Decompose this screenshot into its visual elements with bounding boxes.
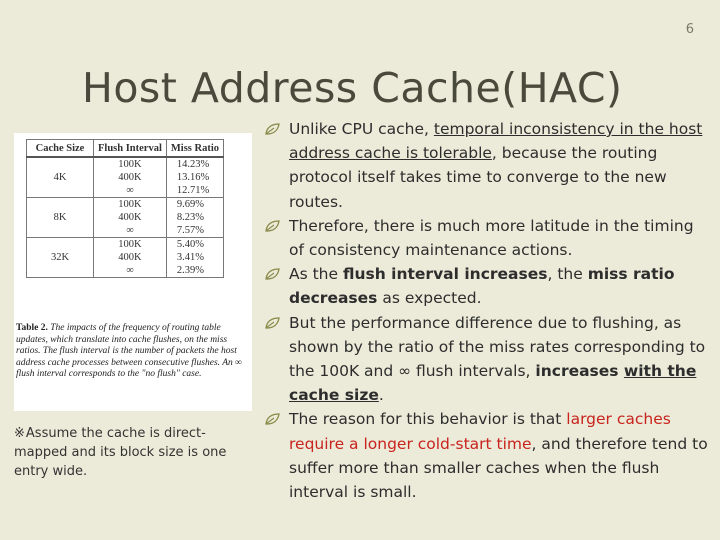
bullet-text-segment: . (378, 386, 384, 405)
bullet-text-segment: increases (535, 362, 624, 381)
table-row (27, 157, 224, 171)
cache-size-cell: 8K (27, 198, 94, 238)
caption-text: The impacts of the frequency of routing table updates, which translate into cache flushes, on the miss ratios. The flush interval is the number of packets the host address cache processes between consecutive flushes. An ∞ flush interval corresponds to the "no flush" case. (16, 323, 242, 379)
cache-size-cell: 4K (27, 157, 94, 198)
table-header-cell: Flush Interval (94, 140, 167, 158)
cache-size-cell: 32K (27, 238, 94, 278)
miss-ratio-cell: 9.69% (166, 198, 223, 212)
bullet-text-segment: Unlike CPU cache, (289, 120, 434, 138)
bullet-list (262, 117, 708, 504)
miss-ratio-cell: 12.71% (166, 184, 223, 198)
bullet-text-segment: miss ratio decreases (289, 265, 675, 308)
miss-ratio-cell: 8.23% (166, 211, 223, 224)
bullet-text-segment: with the cache size (289, 362, 697, 405)
bullet-item (262, 117, 708, 214)
bullet-text-segment: , the (547, 265, 588, 284)
bullet-text-segment: But the performance difference due to flushing, as shown by the ratio of the miss rates corresponding to the 100K and ∞ flush intervals, (289, 313, 706, 381)
flush-interval-cell: ∞ (94, 224, 167, 238)
table-body (27, 157, 224, 278)
bullet-text-segment: larger caches require a longer cold-start time (289, 410, 671, 453)
flush-interval-cell: 100K (94, 157, 167, 171)
flush-interval-cell: ∞ (94, 184, 167, 198)
miss-ratio-cell: 5.40% (166, 238, 223, 252)
leaf-bullet-icon (265, 317, 280, 329)
reference-mark: ※ (14, 426, 25, 441)
table-row (27, 198, 224, 212)
bullet-item (262, 311, 708, 408)
page-number: 6 (685, 22, 694, 37)
bullet-text-segment: The reason for this behavior is that (289, 410, 567, 429)
flush-interval-cell: 400K (94, 211, 167, 224)
table-header-row (27, 140, 224, 158)
miss-ratio-cell: 3.41% (166, 251, 223, 264)
table-header-cell: Cache Size (27, 140, 94, 158)
leaf-bullet-icon (265, 220, 280, 232)
bullet-text-segment: As the (289, 265, 343, 284)
table-header-cell: Miss Ratio (166, 140, 223, 158)
slide-title: Host Address Cache(HAC) (82, 64, 623, 112)
bullet-text-segment: flush interval increases (342, 265, 548, 284)
bullet-item (262, 407, 708, 504)
miss-ratio-table (26, 139, 224, 278)
flush-interval-cell: 100K (94, 238, 167, 252)
flush-interval-cell: 100K (94, 198, 167, 212)
bullet-text-segment: , because the routing protocol itself takes time to converge to the new routes. (289, 144, 667, 211)
caption-label: Table 2. (16, 323, 48, 333)
footnote (14, 424, 246, 481)
miss-ratio-cell: 14.23% (166, 157, 223, 171)
figure-table-image (14, 133, 252, 411)
miss-ratio-cell: 13.16% (166, 171, 223, 184)
miss-ratio-cell: 2.39% (166, 264, 223, 278)
bullet-text-segment: Therefore, there is much more latitude in the timing of consistency maintenance actions. (289, 216, 694, 260)
table-row (27, 238, 224, 252)
bullet-item (262, 214, 708, 262)
bullet-item (262, 262, 708, 310)
bullet-text-segment: as expected. (377, 289, 482, 308)
flush-interval-cell: 400K (94, 171, 167, 184)
flush-interval-cell: ∞ (94, 264, 167, 278)
leaf-bullet-icon (265, 413, 280, 425)
leaf-bullet-icon (265, 268, 280, 280)
footnote-text: Assume the cache is direct-mapped and its block size is one entry wide. (14, 426, 227, 479)
table-caption (16, 323, 252, 381)
leaf-bullet-icon (265, 123, 280, 135)
miss-ratio-cell: 7.57% (166, 224, 223, 238)
flush-interval-cell: 400K (94, 251, 167, 264)
bullet-text-segment: temporal inconsistency in the host address cache is tolerable (289, 120, 703, 163)
bullet-text-segment: , and therefore tend to suffer more than smaller caches when the flush interval is small. (289, 434, 708, 502)
